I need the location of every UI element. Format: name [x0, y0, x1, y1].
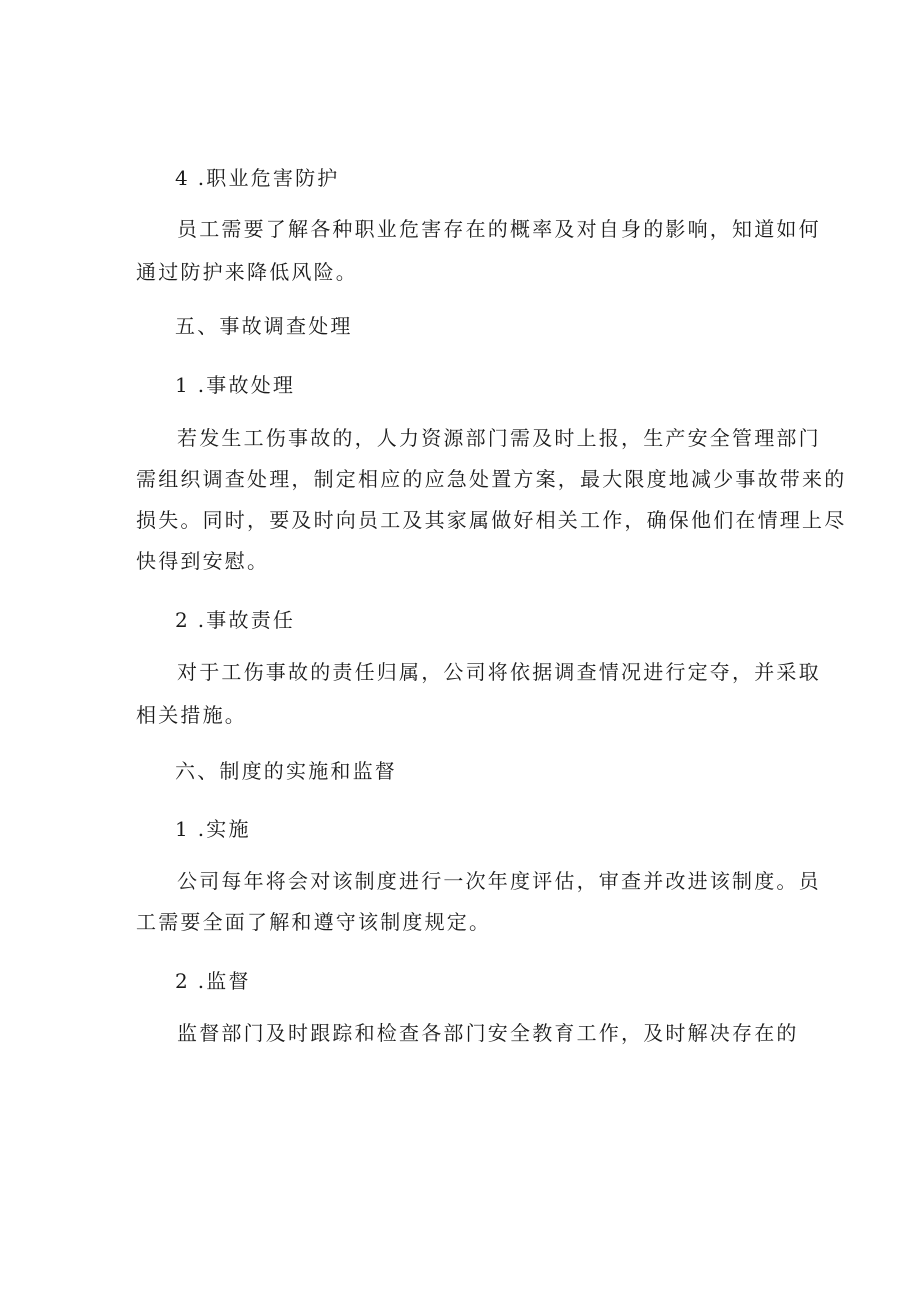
heading-number: 2 — [175, 969, 188, 993]
paragraph-line: 需组织调查处理，制定相应的应急处置方案，最大限度地减少事故带来的 — [136, 467, 847, 491]
section-heading-implementation — [0, 817, 920, 841]
paragraph-line: 监督部门及时跟踪和检查各部门安全教育工作，及时解决存在的 — [177, 1021, 799, 1045]
heading-title: .实施 — [197, 817, 251, 841]
paragraph-line: 员工需要了解各种职业危害存在的概率及对自身的影响，知道如何 — [177, 217, 821, 241]
heading-title: .职业危害防护 — [197, 166, 340, 190]
chapter-heading-implementation-supervision: 六、制度的实施和监督 — [175, 759, 397, 783]
paragraph-line: 相关措施。 — [136, 703, 247, 727]
section-heading-supervision — [0, 969, 920, 993]
heading-number: 1 — [175, 373, 188, 397]
paragraph-line: 损失。同时，要及时向员工及其家属做好相关工作，确保他们在情理上尽 — [136, 508, 847, 532]
paragraph-line: 公司每年将会对该制度进行一次年度评估，审查并改进该制度。员 — [177, 869, 821, 893]
paragraph-line: 通过防护来降低风险。 — [136, 260, 358, 284]
paragraph-line: 工需要全面了解和遵守该制度规定。 — [136, 910, 492, 934]
paragraph-line: 快得到安慰。 — [136, 549, 270, 573]
paragraph-line: 若发生工伤事故的，人力资源部门需及时上报，生产安全管理部门 — [177, 426, 821, 450]
heading-title: .事故处理 — [197, 373, 296, 397]
chapter-heading-accident-investigation: 五、事故调查处理 — [175, 314, 353, 338]
section-heading-accident-handling — [0, 373, 920, 397]
heading-title: .监督 — [197, 969, 251, 993]
paragraph-line: 对于工伤事故的责任归属，公司将依据调查情况进行定夺，并采取 — [177, 660, 821, 684]
heading-number: 1 — [175, 817, 188, 841]
heading-number: 4 — [175, 166, 188, 190]
heading-number: 2 — [175, 608, 188, 632]
section-heading-occupational-hazard — [0, 166, 920, 190]
section-heading-accident-responsibility — [0, 608, 920, 632]
heading-title: .事故责任 — [197, 608, 296, 632]
